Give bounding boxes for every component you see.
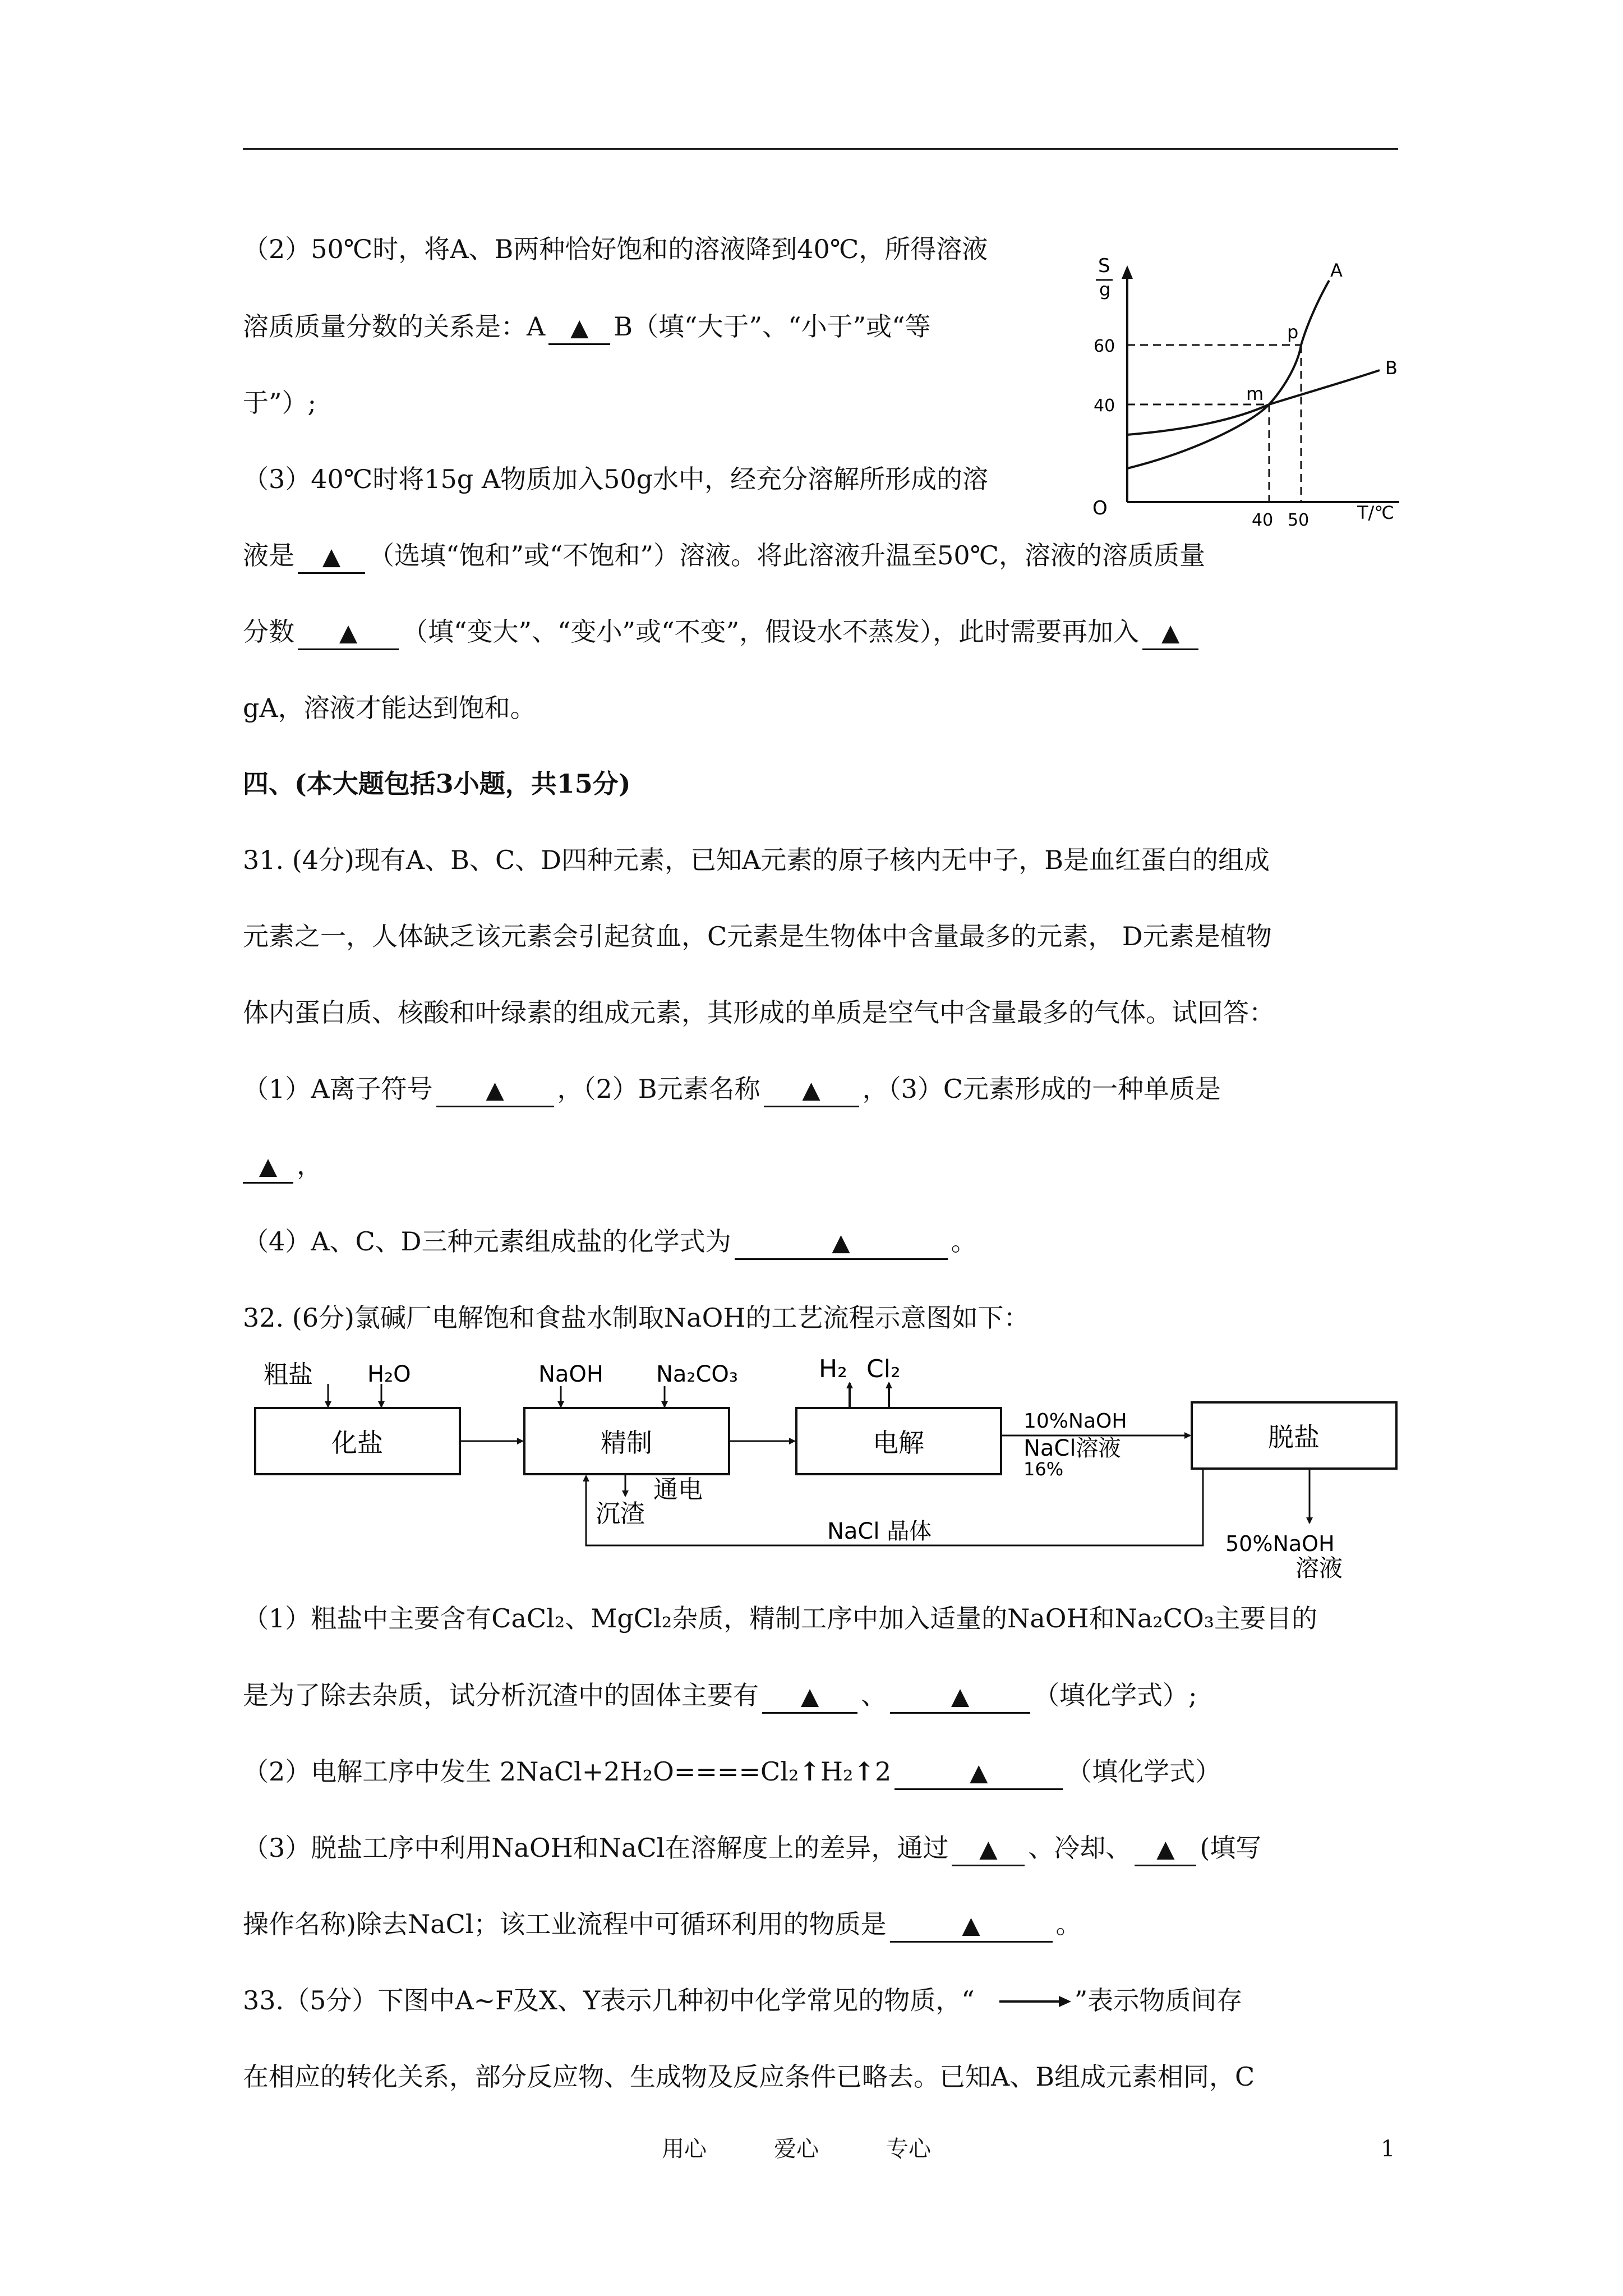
footer-motto-1: 用心 xyxy=(662,2136,707,2162)
q30-p3-line4: gA，溶液才能达到饱和。 xyxy=(243,693,536,723)
x-label: T/℃ xyxy=(1357,502,1395,523)
q32-p3-line1: （3）脱盐工序中利用NaOH和NaCl在溶解度上的差异，通过 ▲ 、冷却、 ▲ (填写 xyxy=(243,1830,1404,1866)
q32-p1-line2: 是为了除去杂质，试分析沉渣中的固体主要有 ▲ 、 ▲ （填化学式）; xyxy=(243,1677,1404,1714)
output-h2: H₂ xyxy=(819,1355,847,1383)
curve-a xyxy=(1127,280,1329,468)
x-tick-50: 50 xyxy=(1288,510,1310,530)
origin-label: O xyxy=(1092,497,1108,519)
y-tick-40: 40 xyxy=(1094,396,1115,416)
label-sludge: 沉渣 xyxy=(596,1499,645,1528)
q32-p3-line2: 操作名称)除去NaCl；该工业流程中可循环利用的物质是 ▲ 。 xyxy=(243,1906,1404,1943)
footer-motto-3: 专心 xyxy=(886,2136,931,2162)
point-p-label: p xyxy=(1287,321,1299,343)
answer-blank[interactable]: ▲ xyxy=(298,540,365,574)
q33-line2: 在相应的转化关系，部分反应物、生成物及反应条件已略去。已知A、B组成元素相同，C xyxy=(243,2062,1255,2092)
input-na2co3: Na₂CO₃ xyxy=(656,1361,738,1387)
q31-line4: （1）A离子符号 ▲ ，（2）B元素名称 ▲ ，（3）C元素形成的一种单质是 xyxy=(243,1071,1404,1107)
curve-a-label: A xyxy=(1330,260,1343,281)
input-h2o: H₂O xyxy=(367,1361,411,1387)
label-16: 16% xyxy=(1023,1458,1064,1480)
q30-p2-line2: 溶质质量分数的关系是：A ▲ B（填“大于”、“小于”或“等 xyxy=(243,309,1073,345)
q32-p1-line1: （1）粗盐中主要含有CaCl₂、MgCl₂杂质，精制工序中加入适量的NaOH和Na₂CO₃主要目的 xyxy=(243,1603,1318,1634)
label-10-naoh: 10%NaOH xyxy=(1023,1410,1127,1433)
q30-p2-line1: （2）50℃时，将A、B两种恰好饱和的溶液降到40℃，所得溶液 xyxy=(243,234,988,264)
answer-blank[interactable]: ▲ xyxy=(890,1908,1053,1943)
answer-blank[interactable]: ▲ xyxy=(243,1149,293,1184)
process-flow-diagram xyxy=(247,1349,1413,1585)
y-axis-arrow xyxy=(1122,265,1133,279)
curve-b-label: B xyxy=(1385,357,1398,379)
answer-blank[interactable]: ▲ xyxy=(952,1832,1025,1866)
answer-blank[interactable]: ▲ xyxy=(764,1073,859,1107)
label-nacl-crystal: NaCl 晶体 xyxy=(827,1519,932,1544)
box-dissolve-label: 化盐 xyxy=(331,1428,383,1458)
point-m-label: m xyxy=(1246,383,1264,404)
q31-line2: 元素之一，人体缺乏该元素会引起贫血，C元素是生物体中含量最多的元素， D元素是植物 xyxy=(243,921,1272,951)
x-tick-40: 40 xyxy=(1252,510,1274,530)
q31-line5: ▲ ， xyxy=(243,1147,1404,1184)
label-solution: 溶液 xyxy=(1295,1554,1343,1582)
gas-up-arrow: ↑ xyxy=(799,1756,820,1787)
answer-blank[interactable]: ▲ xyxy=(890,1680,1030,1714)
solubility-graph xyxy=(1082,255,1419,541)
page-number: 1 xyxy=(1381,2136,1395,2162)
answer-blank[interactable]: ▲ xyxy=(735,1226,948,1260)
output-cl2: Cl₂ xyxy=(866,1355,901,1383)
section-heading: 四、(本大题包括3小题，共15分) xyxy=(243,769,631,799)
answer-blank[interactable]: ▲ xyxy=(1142,616,1198,650)
answer-blank[interactable]: ▲ xyxy=(298,616,399,650)
y-label-g: g xyxy=(1099,279,1111,300)
q31-line3: 体内蛋白质、核酸和叶绿素的组成元素，其形成的单质是空气中含量最多的气体。试回答： xyxy=(243,997,1275,1028)
label-50-naoh: 50%NaOH xyxy=(1225,1531,1335,1556)
q31-line1: 31. (4分)现有A、B、C、D四种元素，已知A元素的原子核内无中子，B是血红蛋白的组成 xyxy=(243,845,1270,875)
y-label-s: S xyxy=(1098,255,1110,277)
q30-p3-line1: （3）40℃时将15g A物质加入50g水中，经充分溶解所形成的溶 xyxy=(243,464,989,494)
answer-blank[interactable]: ▲ xyxy=(436,1073,554,1107)
gas-up-arrow: ↑ xyxy=(853,1756,875,1787)
q30-p2-line3: 于”）; xyxy=(243,388,317,418)
q30-p3-line2: 液是 ▲ （选填“饱和”或“不饱和”）溶液。将此溶液升温至50℃，溶液的溶质质量 xyxy=(243,537,1404,574)
box-desalt-label: 脱盐 xyxy=(1268,1422,1320,1452)
q32-p2-line: （2）电解工序中发生 2NaCl+2H₂O====Cl₂↑H₂↑2 ▲ （填化学式） xyxy=(243,1754,1404,1790)
answer-blank[interactable]: ▲ xyxy=(1135,1832,1196,1866)
input-crude-salt: 粗盐 xyxy=(264,1360,313,1389)
label-nacl-solution: NaCl溶液 xyxy=(1023,1435,1121,1461)
q32-intro: 32. (6分)氯碱厂电解饱和食盐水制取NaOH的工艺流程示意图如下： xyxy=(243,1303,1030,1333)
q33-line1: 33.（5分）下图中A~F及X、Y表示几种初中化学常见的物质，“ ”表示物质间存 xyxy=(243,1985,1243,2016)
answer-blank[interactable]: ▲ xyxy=(762,1680,857,1714)
q30-p3-line3: 分数 ▲ （填“变大”、“变小”或“不变”，假设水不蒸发），此时需要再加入 ▲ xyxy=(243,614,1404,650)
conversion-arrow-icon xyxy=(977,1990,1072,2013)
label-power: 通电 xyxy=(653,1475,703,1504)
y-tick-60: 60 xyxy=(1094,337,1115,356)
q31-line6: （4）A、C、D三种元素组成盐的化学式为 ▲ 。 xyxy=(243,1223,1404,1260)
answer-blank[interactable]: ▲ xyxy=(895,1756,1063,1790)
input-naoh: NaOH xyxy=(538,1361,603,1387)
header-rule xyxy=(243,148,1398,150)
box-refine-label: 精制 xyxy=(601,1428,652,1458)
box-electrolysis-label: 电解 xyxy=(873,1428,924,1458)
answer-blank[interactable]: ▲ xyxy=(548,311,610,345)
footer-motto-2: 爱心 xyxy=(774,2136,819,2162)
